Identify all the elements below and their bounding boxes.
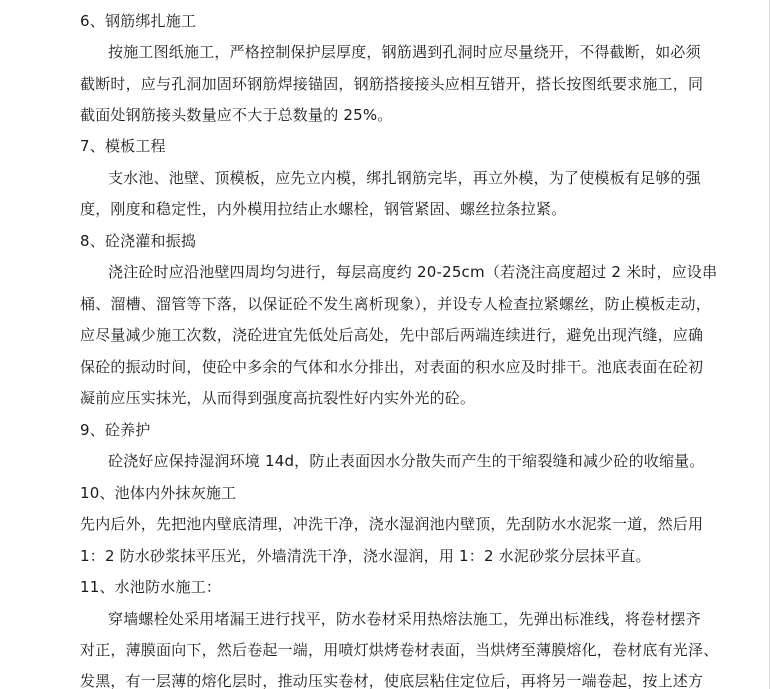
paragraph-line: 桶、溜槽、溜管等下落，以保证砼不发生离析现象），并设专人检查拉紧螺丝，防止模板走动， — [80, 295, 711, 313]
paragraph-line: 应尽量减少施工次数，浇砼进宜先低处后高处，先中部后两端连续进行，避免出现汽缝，应确 — [80, 326, 704, 344]
paragraph-line: 保砼的振动时间，使砼中多余的气体和水分排出，对表面的积水应及时排干。池底表面在砼初 — [80, 358, 704, 376]
paragraph-line: 截面处钢筋接头数量应不大于总数量的 25%。 — [80, 106, 393, 124]
paragraph-line: 发黑，有一层薄的熔化层时，推动压实卷材，使底层粘住定位后，再将另一端卷起，按上述方 — [80, 672, 704, 689]
section-heading-9: 9、砼养护 — [80, 421, 151, 439]
paragraph-line: 按施工图纸施工，严格控制保护层厚度，钢筋遇到孔洞时应尽量绕开，不得截断，如必须 — [108, 43, 701, 61]
paragraph-line: 对正，薄膜面向下，然后卷起一端，用喷灯烘烤卷材表面，当烘烤至薄膜熔化，卷材底有光泽、 — [80, 641, 719, 659]
paragraph-line: 穿墙螺栓处采用堵漏王进行找平，防水卷材采用热熔法施工，先弹出标准线，将卷材摆齐 — [108, 610, 701, 628]
paragraph-line: 度，刚度和稳定性，内外模用拉结止水螺栓，钢管紧固、螺丝拉条拉紧。 — [80, 200, 567, 218]
section-heading-6: 6、钢筋绑扎施工 — [80, 12, 197, 30]
section-heading-7: 7、模板工程 — [80, 137, 166, 155]
paragraph-line: 砼浇好应保持湿润环境 14d，防止表面因水分散失而产生的干缩裂缝和减少砼的收缩量。 — [108, 452, 705, 470]
paragraph-line: 支水池、池壁、顶模板，应先立内模，绑扎钢筋完毕，再立外模，为了使模板有足够的强 — [108, 169, 701, 187]
paragraph-line: 1：2 防水砂浆抹平压光，外墙清洗干净，浇水湿润，用 1：2 水泥砂浆分层抹平直。 — [80, 547, 651, 565]
section-heading-11: 11、水池防水施工： — [80, 578, 222, 596]
section-heading-10: 10、池体内外抹灰施工 — [80, 484, 237, 502]
paragraph-line: 截断时，应与孔洞加固环钢筋焊接锚固，钢筋搭接接头应相互错开，搭长按图纸要求施工，同 — [80, 75, 704, 93]
paragraph-line: 浇注砼时应沿池壁四周均匀进行，每层高度约 20-25cm（若浇注高度超过 2 米时，应设串 — [108, 263, 718, 281]
paragraph-line: 先内后外，先把池内壁底清理，冲洗干净，浇水湿润池内壁顶，先刮防水水泥浆一道，然后用 — [80, 515, 704, 533]
paragraph-line: 凝前应压实抹光，从而得到强度高抗裂性好内实外光的砼。 — [80, 389, 476, 407]
section-heading-8: 8、砼浇灌和振捣 — [80, 232, 197, 250]
